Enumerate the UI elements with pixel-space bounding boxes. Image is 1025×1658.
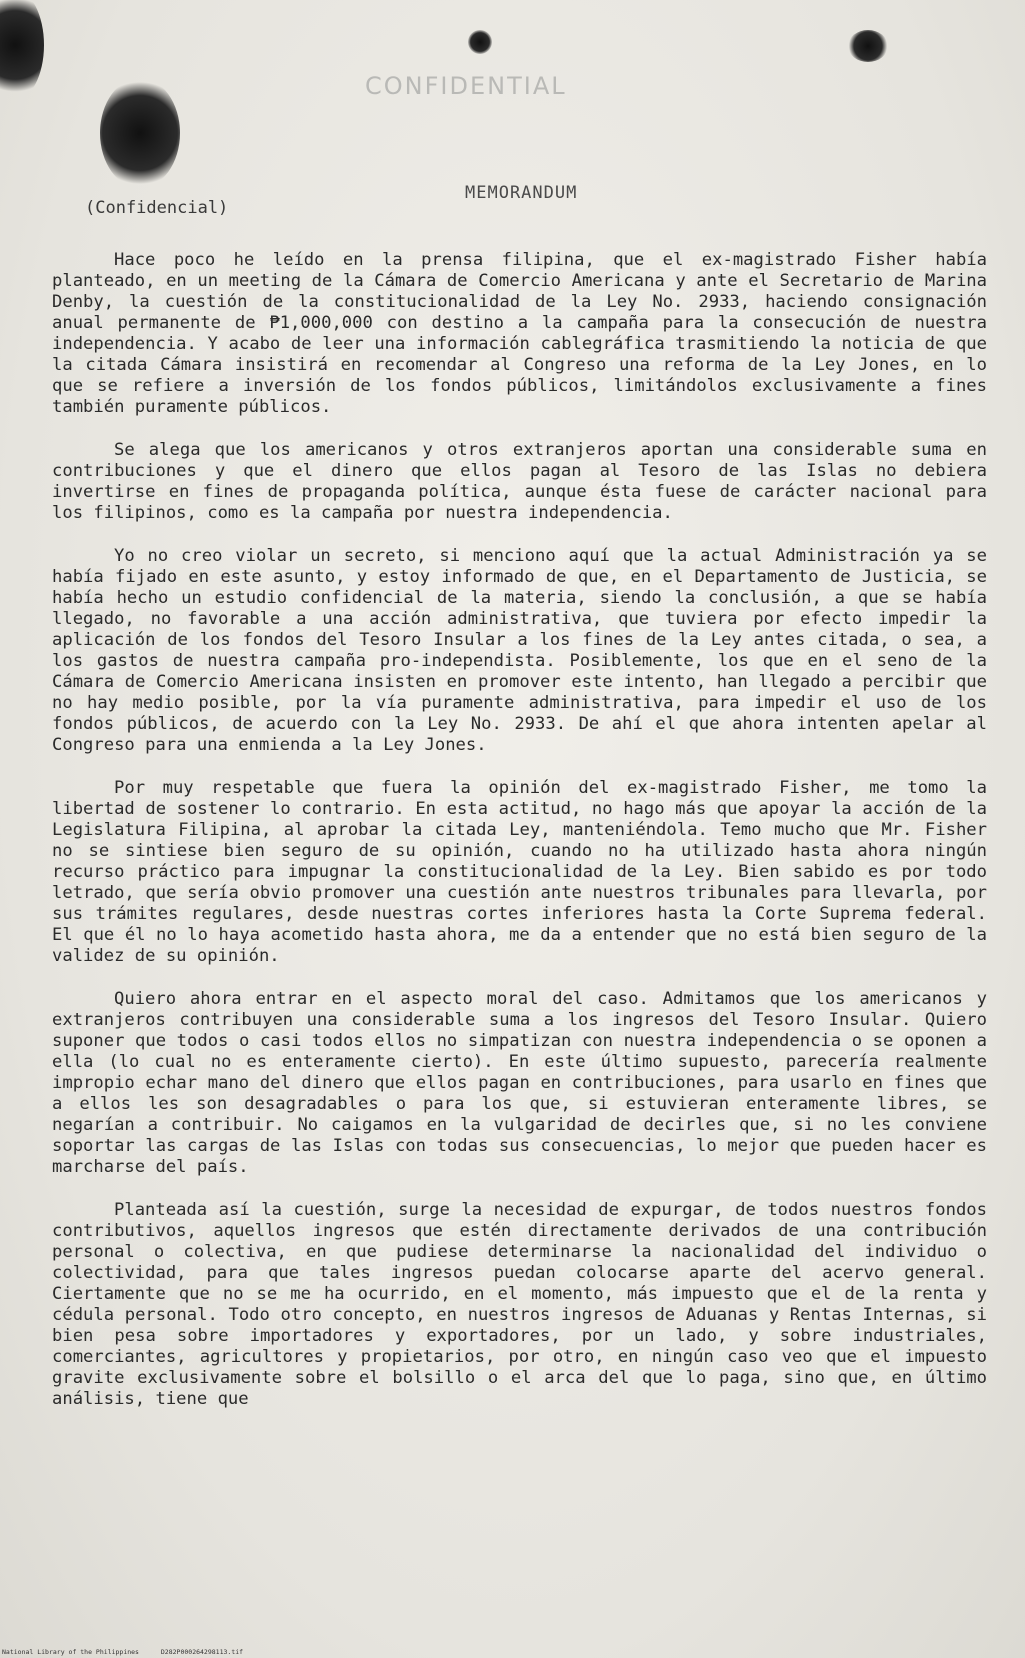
paragraph-3: Yo no creo violar un secreto, si menciono aquí que la actual Administración ya se había fijado en este asunto, y estoy informado de que, en el Departamento de Justicia, se había hecho un estudio confidencial de la materia, siendo la conclusión, a que se había llegado, no favorable a una acción administrativa, que tuviera por efecto impedir la aplicación de los fondos del Tesoro Insular a los fines de la Ley antes citada, o sea, a los gastos de nuestra campaña pro-independista. Posiblemente, los que en el seno de la Cámara de Comercio Americana insisten en promover este intento, han llegado a percibir que no hay medio posible, por la vía puramente administrativa, para impedir el uso de los fondos públicos, de acuerdo con la Ley No. 2933. De ahí el que ahora intenten apelar al Congreso para una enmienda a la Ley Jones. xyxy=(52,546,987,755)
punch-hole-top-right xyxy=(848,30,888,62)
punch-hole-edge-left xyxy=(0,0,44,100)
confidential-stamp: CONFIDENTIAL xyxy=(365,72,567,100)
paragraph-5: Quiero ahora entrar en el aspecto moral del caso. Admitamos que los americanos y extranjeros contribuyen una considerable suma a los ingresos del Tesoro Insular. Quiero suponer que todos o casi todos ellos no simpatizan con nuestra independencia o se oponen a ella (lo cual no es enteramente cierto). En este último supuesto, parecería realmente impropio echar mano del dinero que ellos pagan en contribuciones, para usarlo en fines que a ellos les son desagradables o para los que, si estuvieran enteramente libres, se negarían a contribuir. No caigamos en la vulgaridad de decirles que, si no les conviene soportar las cargas de las Islas con todas sus consecuencias, lo mejor que pueden hacer es marcharse del país. xyxy=(52,989,987,1177)
paragraph-4: Por muy respetable que fuera la opinión del ex-magistrado Fisher, me tomo la libertad de sostener lo contrario. En esta actitud, no hago más que apoyar la acción de la Legislatura Filipina, al aprobar la citada Ley, manteniéndola. Temo mucho que Mr. Fisher no se sintiese bien seguro de su opinión, cuando no ha utilizado hasta ahora ningún recurso práctico para impugnar la constitucionalidad de la Ley. Bien sabido es por todo letrado, que sería obvio promover una cuestión ante nuestros tribunales para llevarla, por sus trámites regulares, desde nuestras cortes inferiores hasta la Corte Suprema federal. El que él no lo haya acometido hasta ahora, me da a entender que no está bien seguro de la validez de su opinión. xyxy=(52,778,987,966)
memo-body xyxy=(52,250,987,1410)
confidencial-label: (Confidencial) xyxy=(85,198,229,218)
footer-source: National Library of the Philippines xyxy=(2,1648,139,1656)
paragraph-6: Planteada así la cuestión, surge la necesidad de expurgar, de todos nuestros fondos contributivos, aquellos ingresos que estén directamente derivados de una contribución personal o colectiva, en que pudiese determinarse la nacionalidad del individuo o colectividad, para que tales ingresos puedan colocarse aparte del acervo general. Ciertamente que no se me ha ocurrido, en el momento, más impuesto que el de la renta y cédula personal. Todo otro concepto, en nuestros ingresos de Aduanas y Rentas Internas, si bien pesa sobre importadores y exportadores, por un lado, y sobre industriales, comerciantes, agricultores y propietarios, por otro, en ningún caso veo que el impuesto gravite exclusivamente sobre el bolsillo o el arca del que lo paga, sino que, en último análisis, tiene que xyxy=(52,1200,987,1409)
punch-hole-top-center xyxy=(468,30,492,54)
footer-file: D282P000264298113.tif xyxy=(160,1648,244,1656)
paragraph-1: Hace poco he leído en la prensa filipina, que el ex-magistrado Fisher había planteado, en un meeting de la Cámara de Comercio Americana y ante el Secretario de Marina Denby, la cuestión de la constitucionalidad de la Ley No. 2933, haciendo consignación anual permanente de ₱1,000,000 con destino a la campaña para la consecución de nuestra independencia. Y acabo de leer una información cablegráfica trasmitiendo la noticia de que la citada Cámara insistirá en recomendar al Congreso una reforma de la Ley Jones, en lo que se refiere a inversión de los fondos públicos, limitándolos exclusivamente a fines también puramente públicos. xyxy=(52,250,987,417)
memorandum-title: MEMORANDUM xyxy=(465,183,578,203)
paragraph-2: Se alega que los americanos y otros extranjeros aportan una considerable suma en contribuciones y que el dinero que ellos pagan al Tesoro de las Islas no debiera invertirse en fines de propaganda política, aunque ésta fuese de carácter nacional para los filipinos, como es la campaña por nuestra independencia. xyxy=(52,440,987,523)
punch-hole-top-left xyxy=(100,78,180,188)
scan-footer xyxy=(2,1648,243,1656)
